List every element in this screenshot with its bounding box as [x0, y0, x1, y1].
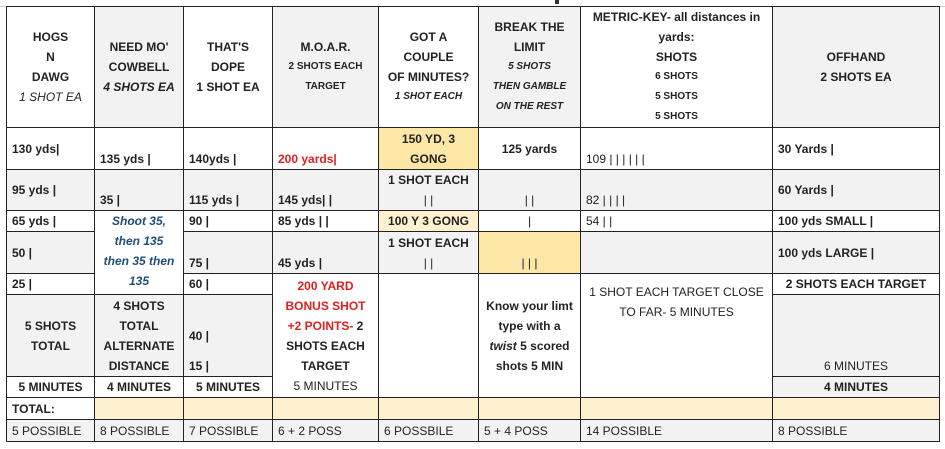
couple-shot-each-4: 1 SHOT EACH | | [379, 232, 479, 274]
header-metric-key: METRIC-KEY- all distances in yards: SHOTS 6 SHOTS 5 SHOTS 5 SHOTS [581, 7, 773, 128]
header-hogs-n-dawg: HOGS N DAWG 1 SHOT EA [7, 7, 95, 128]
possible-cowbell: 8 POSSIBLE [95, 420, 184, 442]
dope-distance-3: 90 | [184, 211, 273, 232]
total-label: TOTAL: [7, 398, 95, 420]
offhand-distance-2: 60 Yards | [773, 170, 940, 211]
cowbell-distance-1: 135 yds | [95, 128, 184, 170]
hogs-total-shots: 5 SHOTS TOTAL [7, 295, 95, 377]
hogs-distance-2: 95 yds | [7, 170, 95, 211]
offhand-distance-3: 100 yds SMALL | [773, 211, 940, 232]
moar-bonus-note: 200 YARD BONUS SHOT +2 POINTS- 2 SHOTS EACH TARGET 5 MINUTES [273, 274, 379, 398]
moar-distance-4: 45 yds | [273, 232, 379, 274]
dope-distance-1: 140yds | [184, 128, 273, 170]
couple-shot-each-2: 1 SHOT EACH | | [379, 170, 479, 211]
possible-couple: 6 POSSBILE [379, 420, 479, 442]
dope-minutes: 5 MINUTES [184, 377, 273, 398]
total-cell-metric [581, 398, 773, 420]
couple-minutes: 4 MINUTES [773, 377, 940, 398]
row-3 [7, 211, 940, 232]
metric-empty-4 [581, 232, 773, 274]
cowbell-total-shots: 4 SHOTS TOTAL ALTERNATE DISTANCE [95, 295, 184, 377]
cowbell-distance-2: 35 | [95, 170, 184, 211]
hogs-distance-4: 50 | [7, 232, 95, 274]
metric-close-to-far-note: 1 SHOT EACH TARGET CLOSE TO FAR- 5 MINUTES [581, 274, 773, 398]
header-thats-dope: THAT'S DOPE 1 SHOT EA [184, 7, 273, 128]
dope-distance-4: 75 | [184, 232, 273, 274]
total-cell-dope [184, 398, 273, 420]
metric-distance-2: 82 | | | | [581, 170, 773, 211]
header-moar: M.O.A.R. 2 SHOTS EACH TARGET [273, 7, 379, 128]
possible-hogs: 5 POSSIBLE [7, 420, 95, 442]
offhand-two-shots-each: 2 SHOTS EACH TARGET [773, 274, 940, 295]
moar-distance-3: 85 yds | | [273, 211, 379, 232]
total-row [7, 398, 940, 420]
possible-metric: 14 POSSIBLE [581, 420, 773, 442]
couple-gong-1: 150 YD, 3 GONG [379, 128, 479, 170]
couple-empty-5 [379, 274, 479, 398]
metric-distance-3: 54 | | [581, 211, 773, 232]
limit-know-your-limit-note: Know your limt type with a twist 5 scored shots 5 MIN [479, 274, 581, 398]
row-1 [7, 128, 940, 170]
total-cell-moar [273, 398, 379, 420]
offhand-distance-1: 30 Yards | [773, 128, 940, 170]
metric-distance-1: 109 | | | | | | [581, 128, 773, 170]
hogs-distance-1: 130 yds| [7, 128, 95, 170]
total-cell-couple [379, 398, 479, 420]
header-row [7, 7, 940, 128]
possible-limit: 5 + 4 POSS [479, 420, 581, 442]
possible-dope: 7 POSSIBLE [184, 420, 273, 442]
possible-row [7, 420, 940, 442]
dope-distance-2: 115 yds | [184, 170, 273, 211]
limit-marks-3: | [479, 211, 581, 232]
couple-gong-3: 100 Y 3 GONG [379, 211, 479, 232]
cowbell-shoot-note: Shoot 35, then 135 then 35 then 135 [95, 211, 184, 295]
offhand-six-minutes: 6 MINUTES [773, 295, 940, 377]
possible-moar: 6 + 2 POSS [273, 420, 379, 442]
moar-distance-1: 200 yards| [273, 128, 379, 170]
header-break-the-limit: BREAK THE LIMIT 5 SHOTS THEN GAMBLE ON THE REST [479, 7, 581, 128]
hogs-distance-3: 65 yds | [7, 211, 95, 232]
possible-offhand: 8 POSSIBLE [773, 420, 940, 442]
dope-distance-5: 60 | [184, 274, 273, 295]
top-marker [555, 0, 559, 4]
total-cell-offhand [773, 398, 940, 420]
moar-distance-2: 145 yds| | [273, 170, 379, 211]
offhand-distance-4: 100 yds LARGE | [773, 232, 940, 274]
header-offhand: OFFHAND 2 SHOTS EA [773, 7, 940, 128]
total-cell-cowbell [95, 398, 184, 420]
limit-marks-2: | | [479, 170, 581, 211]
cowbell-minutes: 4 MINUTES [95, 377, 184, 398]
limit-marks-4: | | | [479, 232, 581, 274]
total-cell-limit [479, 398, 581, 420]
stage-table [6, 6, 940, 442]
hogs-minutes: 5 MINUTES [7, 377, 95, 398]
dope-extra-distances: 40 | 15 | [184, 295, 273, 377]
hogs-distance-5: 25 | [7, 274, 95, 295]
limit-distance-1: 125 yards [479, 128, 581, 170]
header-got-a-couple: GOT A COUPLE OF MINUTES? 1 SHOT EACH [379, 7, 479, 128]
row-2 [7, 170, 940, 211]
header-need-mo-cowbell: NEED MO' COWBELL 4 SHOTS EA [95, 7, 184, 128]
